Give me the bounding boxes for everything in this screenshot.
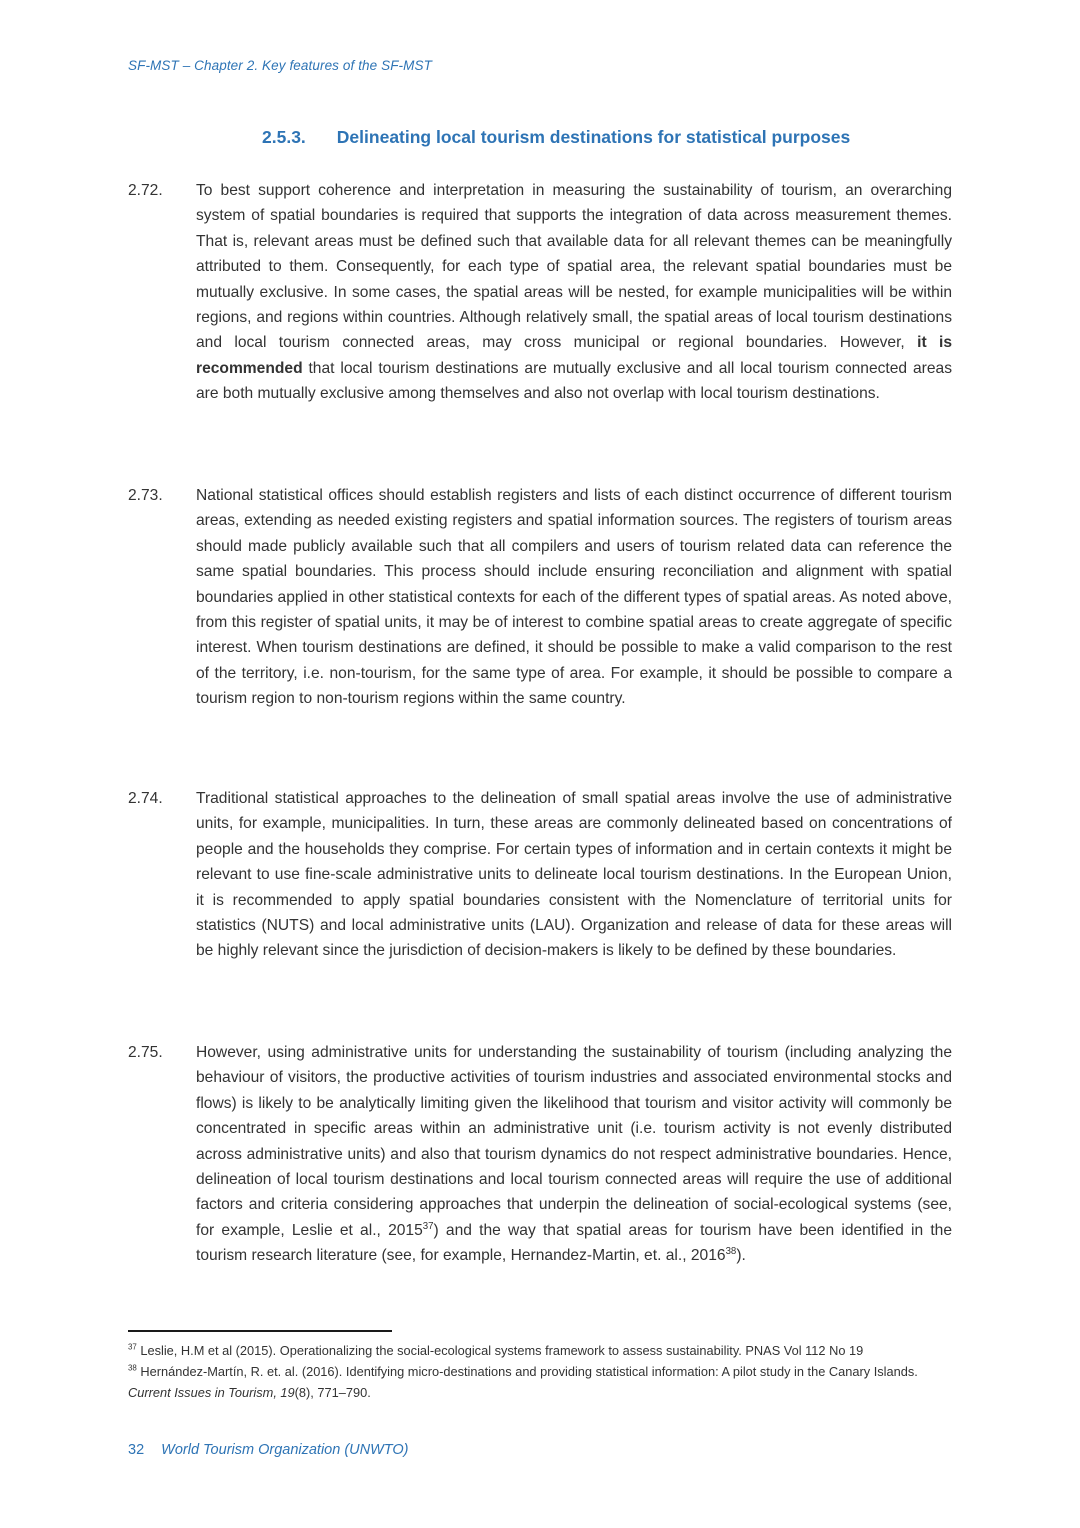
footnote-text: Leslie, H.M et al (2015). Operationalizing the social-ecological systems framework to assess sustainability. PNAS Vol 112 No 19 — [136, 1343, 864, 1358]
paragraph-2-72 — [128, 178, 952, 407]
footnote-marker: 38 — [128, 1363, 137, 1373]
footnote-37 — [128, 1341, 952, 1362]
page-number: 32 — [128, 1442, 145, 1458]
paragraph-2-74 — [128, 786, 952, 964]
paragraph-number: 2.74. — [128, 790, 163, 807]
footnote-marker: 37 — [128, 1342, 137, 1352]
running-header: SF-MST – Chapter 2. Key features of the SF-MST — [128, 58, 432, 73]
section-heading — [128, 127, 952, 148]
paragraph-number: 2.72. — [128, 182, 163, 199]
section-title-text: Delineating local tourism destinations for statistical purposes — [336, 127, 851, 147]
footnote-38 — [128, 1362, 952, 1404]
section-number: 2.5.3. — [262, 127, 306, 147]
paragraph-2-73 — [128, 483, 952, 712]
footnotes — [128, 1341, 952, 1403]
paragraph-number: 2.75. — [128, 1044, 163, 1061]
paragraph-text: National statistical offices should establish registers and lists of each distinct occurrence of different tourism areas, extending as needed existing registers and spatial information sources. The registers of tourism areas should made publicly available such that all compilers and users of tourism related data can reference the same spatial boundaries. This process should include ensuring reconciliation and alignment with spatial boundaries applied in other statistical contexts for each of the different types of spatial areas. As noted above, from this register of spatial units, it may be of interest to combine spatial areas to create aggregate of specific interest. When tourism destinations are defined, it should be possible to make a valid comparison to the rest of the territory, i.e. non-tourism, for the same type of area. For example, it should be possible to compare a tourism region to non-tourism regions within the same country. — [196, 487, 952, 708]
paragraph-text: However, using administrative units for understanding the sustainability of tourism (including analyzing the behaviour of visitors, the productive activities of tourism industries and associated environmental stocks and flows) is likely to be analytically limiting given the likelihood that tourism and visitor activity will commonly be concentrated in specific areas within an administrative unit (i.e. tourism activity is not evenly distributed across administrative units) and also that tourism dynamics do not respect administrative boundaries. Hence, delineation of local tourism destinations and local tourism connected areas will require the use of additional factors and criteria considering approaches that underpin the delineation of social-ecological systems (see, for example, Leslie et al., 2015$^{37}$) and the way that spatial areas for tourism have been identified in the tourism research literature (see, for example, Hernandez-Martin, et. al., 2016$^{38}$). — [196, 1044, 953, 1265]
paragraph-number: 2.73. — [128, 487, 163, 504]
paragraph-text: To best support coherence and interpretation in measuring the sustainability of tourism, an overarching system of spatial boundaries is required that supports the integration of data across measurement themes. That is, relevant areas must be defined such that available data for all relevant themes can be meaningfully attributed to them. Consequently, for each type of spatial area, the relevant spatial boundaries must be mutually exclusive. In some cases, the spatial areas will be nested, for example municipalities will be within regions, and regions within countries. Although relatively small, the spatial areas of local tourism destinations and local tourism connected areas, may cross municipal or regional boundaries. However, it is recommended that local tourism destinations are mutually exclusive and all local tourism connected areas are both mutually exclusive among themselves and also not overlap with local tourism destinations. — [196, 182, 952, 403]
footnote-text: Hernández-Martín, R. et. al. (2016). Identifying micro-destinations and providing statistical information: A pilot study in the Canary Islands. Current Issues in Tourism, 19(8), 771–790. — [128, 1363, 918, 1400]
footnote-separator — [128, 1330, 392, 1332]
page-footer — [128, 1442, 409, 1458]
footer-organization: World Tourism Organization (UNWTO) — [161, 1442, 409, 1458]
paragraph-2-75 — [128, 1040, 952, 1269]
paragraph-text: Traditional statistical approaches to the delineation of small spatial areas involve the use of administrative units, for example, municipalities. In turn, these areas are commonly delineated based on concentrations of people and the households they comprise. For certain types of information and in certain contexts it might be relevant to use fine-scale administrative units to delineate local tourism destinations. In the European Union, it is recommended to apply spatial boundaries consistent with the Nomenclature of territorial units for statistics (NUTS) and local administrative units (LAU). Organization and release of data for these areas will be highly relevant since the jurisdiction of decision-makers is likely to be defined by these boundaries. — [196, 790, 952, 960]
